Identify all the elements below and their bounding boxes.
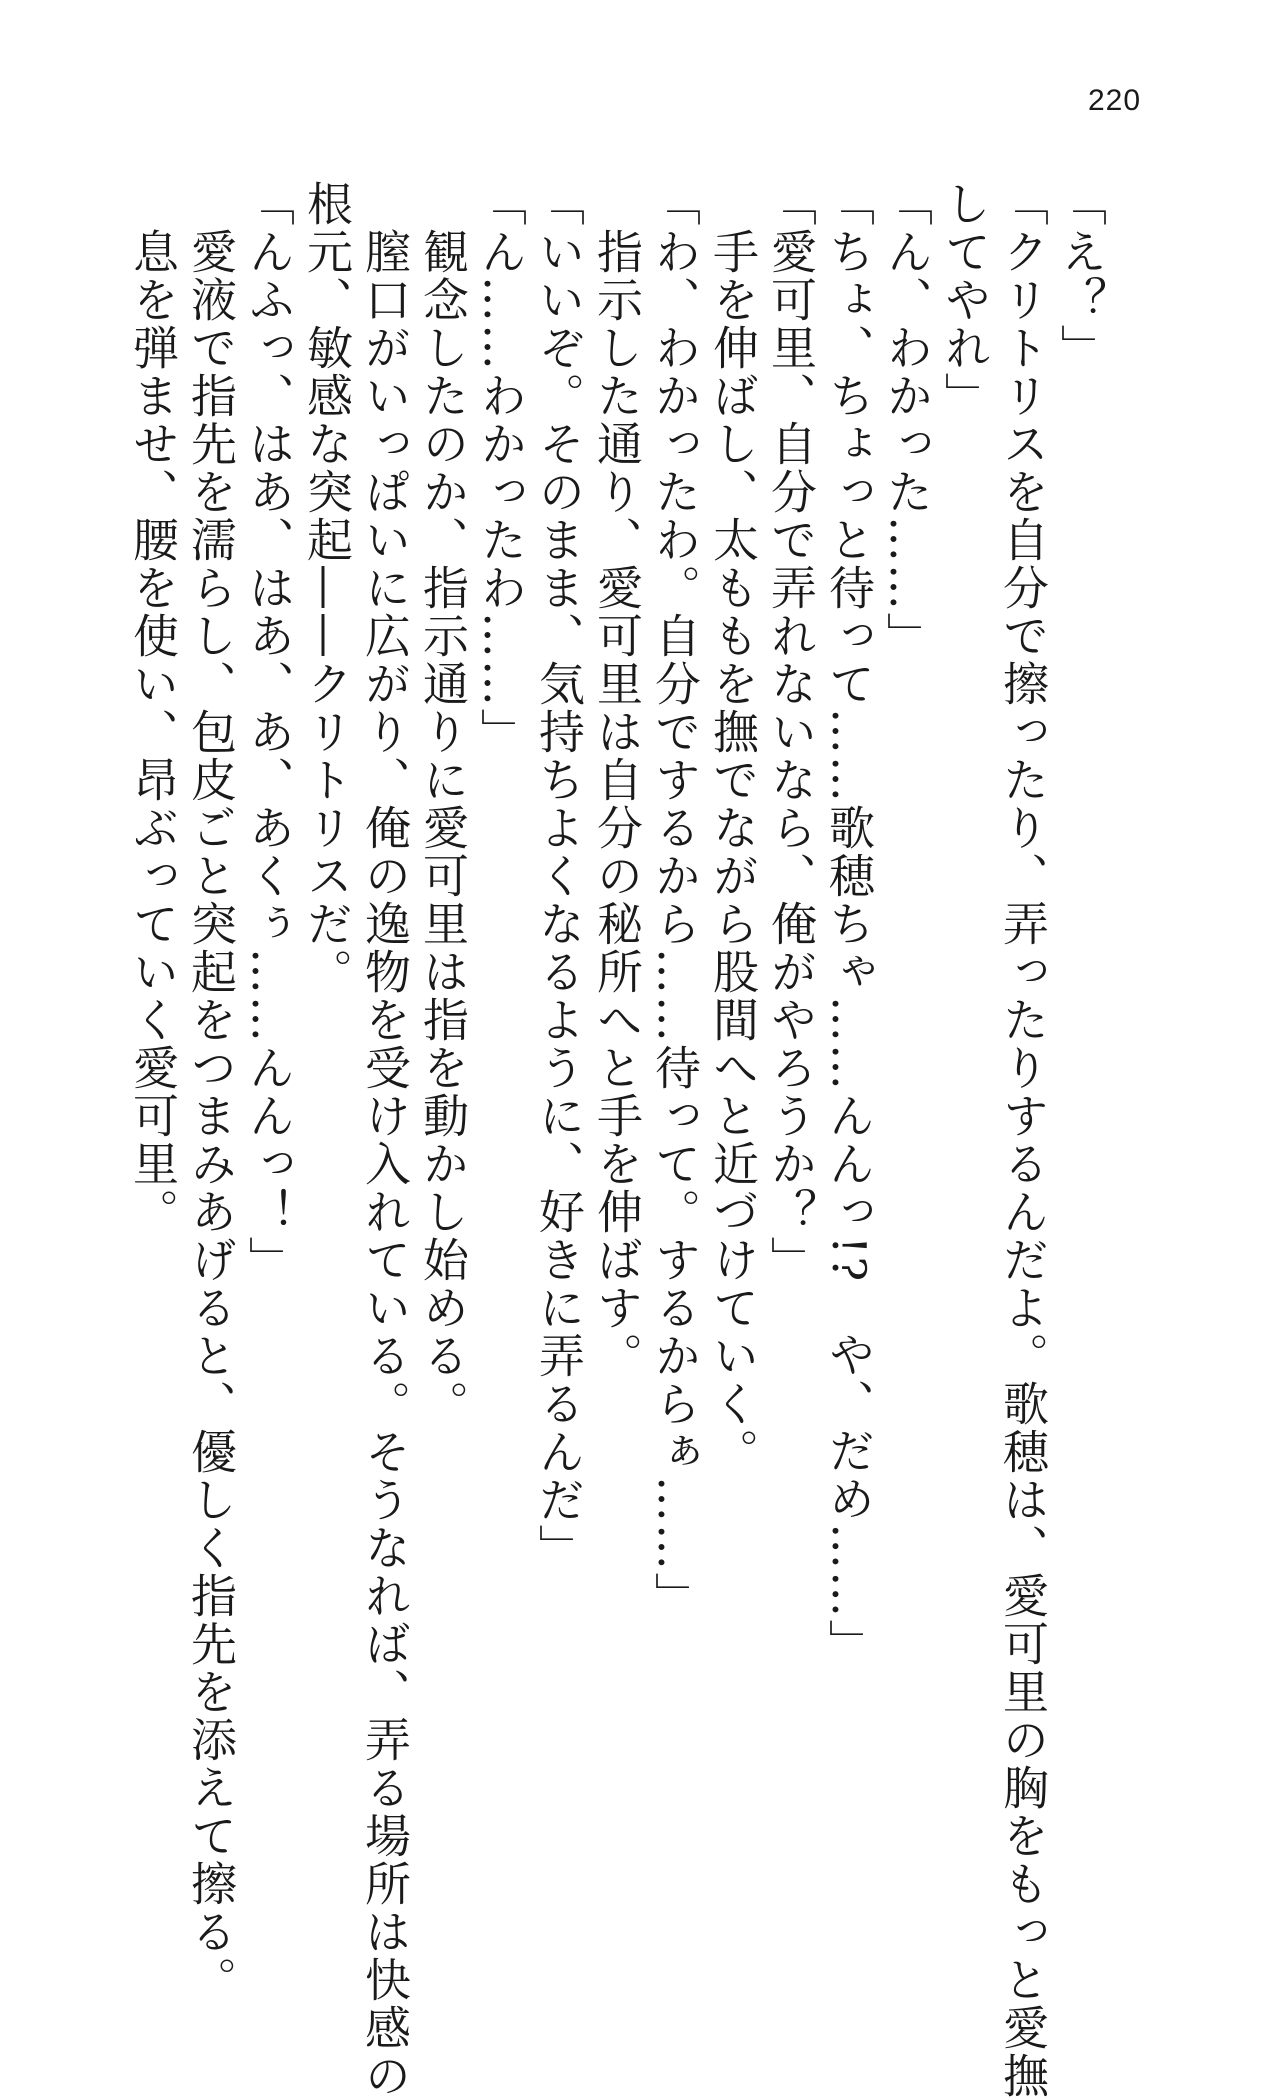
text-line: してやれ」 (938, 180, 992, 420)
text-line: 「愛可里、自分で弄れないなら、俺がやろうか？」 (764, 180, 818, 1284)
text-line: 「え？」 (1054, 180, 1108, 372)
text-line: 「いいぞ。そのまま、気持ちよくなるように、好きに弄るんだ」 (532, 180, 586, 1572)
text-line: 手を伸ばし、太ももを撫でながら股間へと近づけていく。 (706, 180, 760, 1476)
text-line: 「ちょ、ちょっと待って……歌穂ちゃ……んんっ!? や、だめ……」 (822, 180, 876, 1668)
text-line: 「ん、わかった……」 (880, 180, 934, 660)
text-line: 「わ、わかったわ。自分でするから……待って。するからぁ……」 (648, 180, 702, 1620)
text-line: 愛液で指先を濡らし、包皮ごと突起をつまみあげると、優しく指先を添えて擦る。 (184, 180, 238, 2004)
text-line: 「ん……わかったわ……」 (474, 180, 528, 756)
text-line: 根元、敏感な突起——クリトリスだ。 (300, 180, 354, 996)
text-line: 指示した通り、愛可里は自分の秘所へと手を伸ばす。 (590, 180, 644, 1380)
text-line: 「クリトリスを自分で擦ったり、弄ったりするんだよ。歌穂は、愛可里の胸をもっと愛撫 (996, 180, 1050, 2100)
page-number: 220 (1088, 84, 1142, 117)
text-line: 息を弾ませ、腰を使い、昂ぶっていく愛可里。 (126, 180, 180, 1236)
text-line: 観念したのか、指示通りに愛可里は指を動かし始める。 (416, 180, 470, 1428)
text-line: 膣口がいっぱいに広がり、俺の逸物を受け入れている。そうなれば、弄る場所は快感の (358, 180, 412, 2100)
body-text (124, 180, 1110, 2100)
text-line: 「んふっ、はあ、はあ、あ、あくぅ……んんっ！」 (242, 180, 296, 1284)
